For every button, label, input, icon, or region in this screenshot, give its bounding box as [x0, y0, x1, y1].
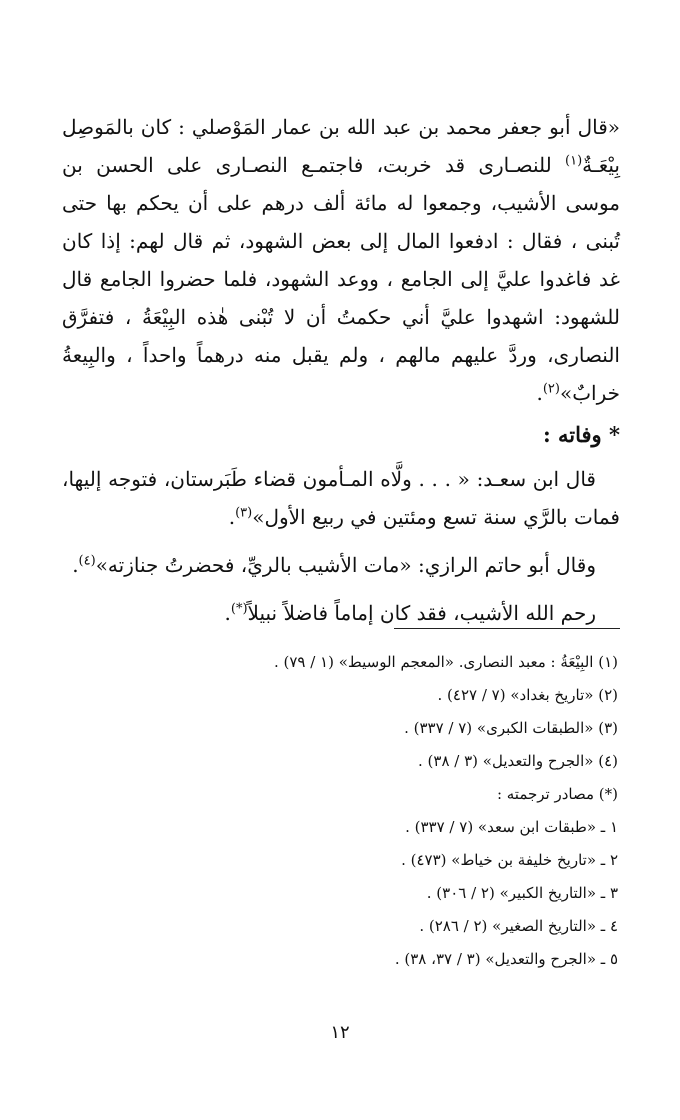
paragraph-abu-hatim — [62, 546, 620, 584]
footnote-marker[interactable]: (٤) — [78, 553, 96, 569]
punctuation: . — [536, 381, 543, 405]
footnote-1: (١) البِيْعَةُ : معبد النصارى. «المعجم الوسيط» (١ / ٧٩) . — [273, 653, 618, 671]
paragraph-text: قال ابن سعـد: « . . . ولَّاه المـأمون قضاء طَبَرستان، فتوجه إليها، فمات بالرَّي سنة تسع ومئتين في ربيع الأول» — [62, 467, 620, 529]
footnote-4: (٤) «الجرح والتعديل» (٣ / ٣٨) . — [418, 752, 618, 770]
footnote-sources-heading: (*) مصادر ترجمته : — [496, 785, 618, 803]
footnote-marker[interactable]: (*) — [230, 601, 248, 617]
punctuation: . — [224, 601, 231, 625]
source-item-4: ٤ ـ «التاريخ الصغير» (٢ / ٢٨٦) . — [419, 917, 618, 935]
footnote-marker[interactable]: (٢) — [542, 381, 560, 397]
section-heading: * وفاته : — [542, 422, 620, 447]
footnotes — [62, 646, 618, 976]
paragraph-text: «قال أبو جعفر محمد بن عبد الله بن عمار المَوْصلي : كان بالمَوصِل بِيْعَـةٌ — [62, 115, 620, 177]
footnote-2: (٢) «تاريخ بغداد» (٧ / ٤٢٧) . — [437, 686, 618, 704]
source-item-2: ٢ ـ «تاريخ خليفة بن خياط» (٤٧٣) . — [401, 851, 618, 869]
paragraph-text: وقال أبو حاتم الرازي: «مات الأشيب بالريِّ، فحضرتُ جنازته» — [95, 553, 596, 577]
source-item-5: ٥ ـ «الجرح والتعديل» (٣ / ٣٧، ٣٨) . — [394, 950, 618, 968]
footnote-divider — [394, 628, 620, 629]
main-text — [62, 108, 620, 632]
source-item-3: ٣ ـ «التاريخ الكبير» (٢ / ٣٠٦) . — [426, 884, 618, 902]
source-item-1: ١ ـ «طبقات ابن سعد» (٧ / ٣٣٧) . — [405, 818, 618, 836]
footnote-3: (٣) «الطبقات الكبرى» (٧ / ٣٣٧) . — [404, 719, 618, 737]
footnote-marker[interactable]: (١) — [565, 153, 583, 169]
punctuation: . — [228, 505, 236, 529]
paragraph-text: للنصـارى قد خربت، فاجتمـع النصـارى على الحسن بن موسى الأشيب، وجمعوا له مائة ألف درهم على أن يحكم بها حتى تُبنى ، فقال : ادفعوا المال إلى بعض الشهود، ثم قال لهم: إذا كان غد فاغدوا عليَّ إلى الجامع ، ووعد الشهود، فلما حضروا الجامع قال للشهود: اشهدوا عليَّ أني حكمتُ أن لا تُبْنى هٰذه البِيْعَةُ ، فتفرَّق النصارى، وردَّ عليهم مالهم ، ولم يقبل منه درهماً واحداً ، والبِيعةُ خرابٌ» — [62, 153, 620, 405]
paragraph-text: رحم الله الأشيب، فقد كان إماماً فاضلاً نبيلاً — [247, 601, 596, 625]
punctuation: . — [72, 553, 79, 577]
paragraph-quote-mosul — [62, 108, 620, 412]
page-number: ١٢ — [330, 1022, 350, 1043]
paragraph-ibn-saad — [62, 460, 620, 536]
paragraph-closing — [62, 594, 620, 632]
footnote-marker[interactable]: (٣) — [235, 505, 253, 521]
